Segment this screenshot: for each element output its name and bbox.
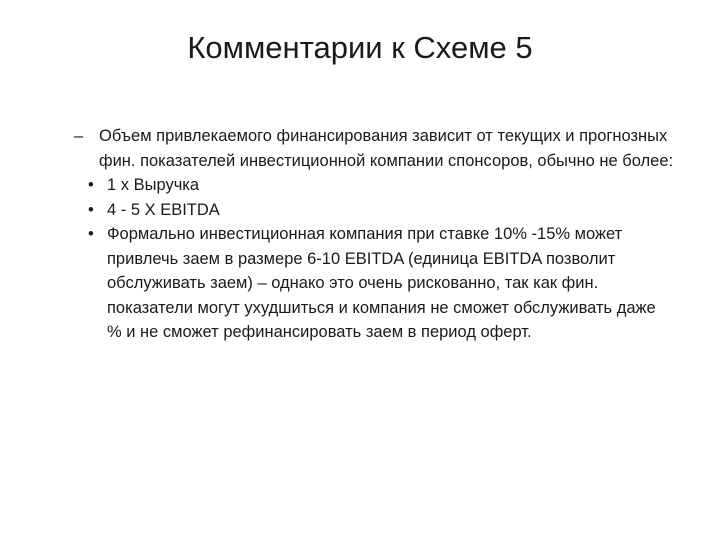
bullet-marker: • [88,176,94,194]
sub-point-text: 1 х Выручка [107,176,200,194]
bullet-marker: • [88,225,94,243]
main-point [74,124,674,173]
main-point-text: Объем привлекаемого финансирования зависит от текущих и прогнозных фин. показателей инвестиционной компании спонсоров, обычно не более: [99,127,674,170]
sub-point-revenue [74,173,674,198]
sub-point-list [74,173,674,345]
dash-marker: – [74,127,84,145]
slide-content [74,124,674,345]
sub-point-text: Формально инвестиционная компания при ставке 10% -15% может привлечь заем в размере 6-10 EBITDA (единица EBITDA позволит обслуживать заем) – однако это очень рискованно, так как фин. показатели могут ухудшиться и компания не сможет обслуживать даже % и не сможет рефинансировать заем в период оферт. [107,225,656,341]
slide-title: Комментарии к Схеме 5 [187,30,533,65]
sub-point-formal-note [74,222,674,345]
sub-point-ebitda [74,198,674,223]
sub-point-text: 4 - 5 X EBITDA [107,200,220,219]
bullet-marker: • [88,200,94,219]
